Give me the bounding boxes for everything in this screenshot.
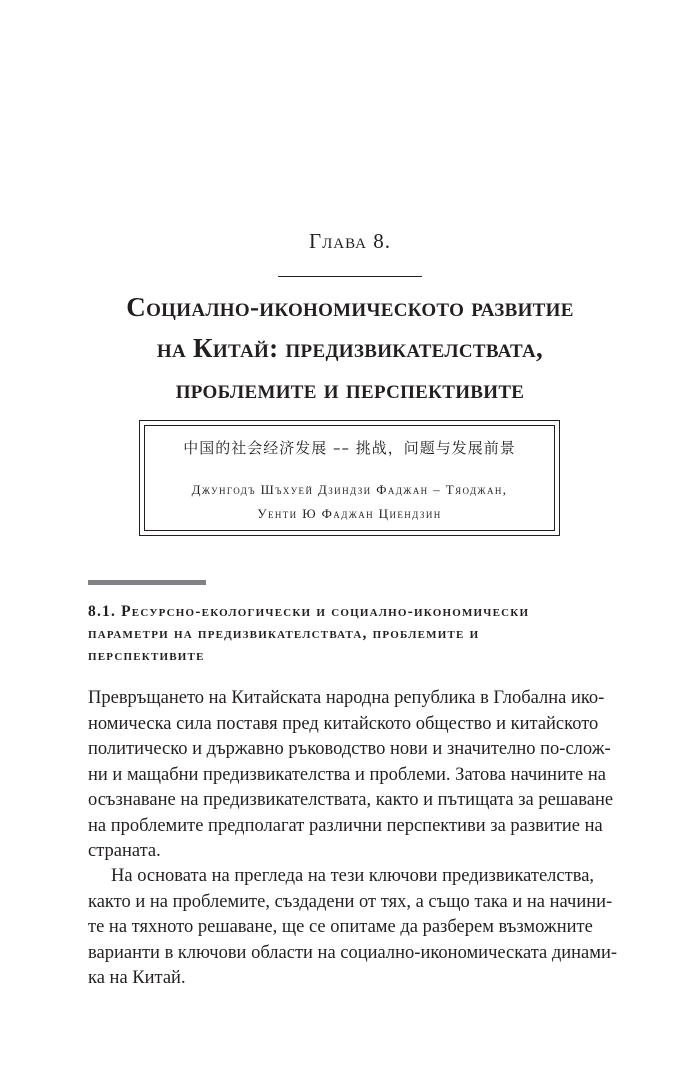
chapter-title <box>60 287 640 410</box>
text-line: На основата на прегледа на тези ключови предизвикателства, <box>111 866 595 886</box>
chapter-title-line: Социално-икономическото развитие <box>126 292 574 322</box>
chapter-divider <box>278 276 422 277</box>
chapter-label: Глава 8. <box>308 229 392 253</box>
author-line: Уенти Ю Фаджан Циендзин <box>257 506 442 521</box>
text-line: ни и мащабни предизвикателства и проблеми. Затова начините на <box>88 764 607 785</box>
text-line: Превръщането на Китайската народна република в Глобална ико- <box>88 688 605 708</box>
text-line: ка на Китай. <box>88 968 186 988</box>
section-heading-line: 8.1. Ресурсно-екологически и социално-икономически <box>88 603 530 620</box>
section-marker-bar <box>88 580 206 585</box>
authors-frame <box>139 420 560 536</box>
text-line: политическо и държавно ръководство нови и значително по-слож- <box>88 739 611 759</box>
text-line: те на тяхното решаване, ще се опитаме да разберем възможните <box>88 917 593 937</box>
section-heading-line: параметри на предизвикателствата, проблемите и <box>88 625 480 642</box>
text-line: както и на проблемите, създадени от тях, а също така и на начини- <box>88 891 613 912</box>
paragraph-2 <box>88 864 618 992</box>
text-line: номическа сила поставя пред китайското общество и китайското <box>88 713 599 734</box>
text-line: варианти в ключови области на социално-икономическата динами- <box>88 942 618 963</box>
text-line: осъзнаване на предизвикателствата, както и пътищата за решаване <box>88 790 614 810</box>
chapter-title-line: на Китай: предизвикателствата, <box>156 333 544 363</box>
text-line: на проблемите предполагат различни перспективи за развитие на <box>88 815 603 836</box>
paragraph-1 <box>88 686 618 865</box>
chapter-title-line: проблемите и перспективите <box>175 374 525 404</box>
text-line: страната. <box>88 841 161 861</box>
author-line: Джунгодъ Шъхуей Дзиндзи Фаджан – Тяоджан, <box>191 482 508 497</box>
authors-frame-inner <box>144 425 555 531</box>
section-heading <box>88 601 618 667</box>
chinese-title: 中国的社会经济发展 –– 挑战，问题与发展前景 <box>183 439 516 457</box>
section-heading-line: перспективите <box>88 647 205 664</box>
